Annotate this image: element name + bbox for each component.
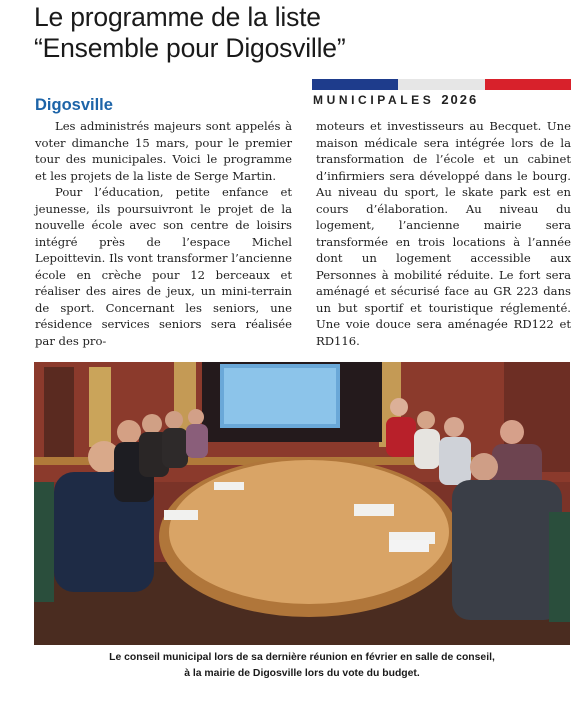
paragraph-3: moteurs et investisseurs au Becquet. Une maison médicale sera intégrée lors de la transformation de l’école et un cabinet d’infirmiers sera développé dans le bourg. Au niveau du sport, le skate park est en cours d’élaboration. Au niveau du logement, l’ancienne mairie sera transformée en trois locations à l’année dont un logement accessible aux Personnes à mobilité réduite. Le fort sera aménagé et sécurisé face au GR 223 dans un but sportif et touristique réglementé. Une voie douce sera aménagée RD122 et RD116. (316, 119, 571, 348)
kicker-year: 2026 (441, 92, 479, 107)
section-label: Digosville (35, 96, 113, 114)
paragraph-1: Les administrés majeurs sont appelés à voter dimanche 15 mars, pour le premier tour des municipales. Voici le programme et les projets de la liste de Serge Martin. (35, 119, 292, 183)
flag-blue (312, 79, 398, 90)
photo-caption (34, 650, 570, 682)
council-meeting-photo (34, 362, 570, 645)
caption-line-1: Le conseil municipal lors de sa dernière réunion en février en salle de conseil, (109, 652, 495, 663)
kicker (313, 92, 571, 107)
paragraph-2: Pour l’éducation, petite enfance et jeunesse, ils poursuivront le projet de la nouvelle école avec son centre de loisirs intégré près de l’espace Michel Lepoittevin. Ils vont transformer l’ancienne école en crèche pour 12 berceaux et réaliser des aires de jeux, un mini-terrain de sport. Concernant les seniors, une résidence services seniors sera réalisée par des pro- (35, 185, 292, 348)
caption-line-2: à la mairie de Digosville lors du vote du budget. (184, 668, 420, 679)
flag-white (398, 79, 484, 90)
kicker-text: MUNICIPALES (313, 93, 435, 107)
article-column-1 (35, 118, 292, 349)
headline-line-2: “Ensemble pour Digosville” (34, 33, 346, 63)
flag-red (485, 79, 571, 90)
headline-line-1: Le programme de la liste (34, 2, 321, 32)
article-column-2 (316, 118, 571, 349)
tricolor-flag-bar (312, 79, 571, 90)
article-headline (34, 2, 574, 64)
